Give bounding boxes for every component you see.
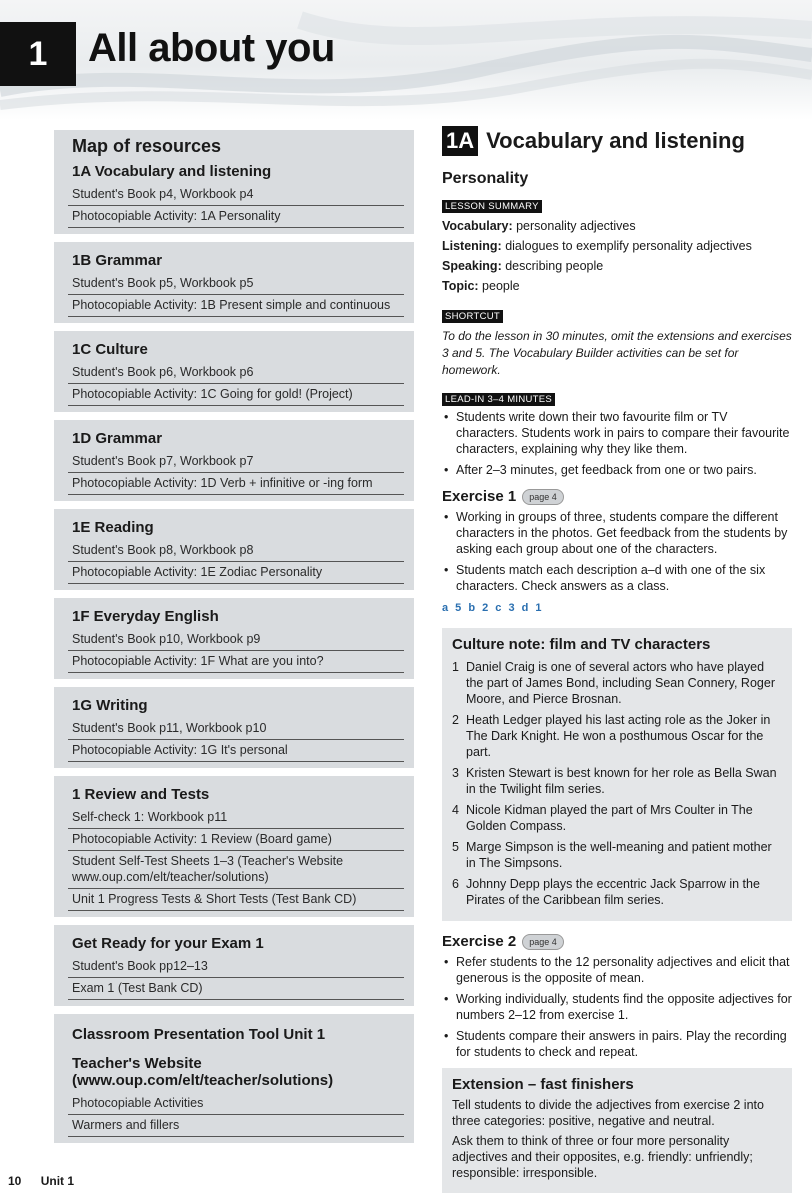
resource-box-1e [54, 509, 414, 590]
resource-line: Warmers and fillers [68, 1115, 404, 1137]
item-text: Kristen Stewart is best known for her role as Bella Swan in the Twilight film series. [466, 766, 777, 796]
resource-title: 1C Culture [72, 341, 148, 358]
lesson-badge: 1A [442, 126, 478, 156]
resource-line: Student's Book p11, Workbook p10 [68, 718, 404, 740]
resource-title: 1D Grammar [72, 430, 163, 447]
lesson-subtitle: Personality [442, 170, 529, 187]
resource-line: Student's Book p7, Workbook p7 [68, 451, 404, 473]
exercise-2-list [442, 954, 792, 1060]
item-number: 1 [452, 660, 459, 674]
exercise-title: Exercise 1 [442, 488, 517, 505]
exercise-2-header [442, 933, 792, 950]
unit-title: All about you [88, 26, 335, 70]
item-text: Heath Ledger played his last acting role as the Joker in The Dark Knight. He won a posthumous Oscar for the part. [466, 713, 771, 759]
resource-box-1c [54, 331, 414, 412]
resource-line: Photocopiable Activity: 1D Verb + infinitive or -ing form [68, 473, 404, 495]
summary-text: dialogues to exemplify personality adjectives [501, 239, 752, 253]
exercise-title: Exercise 2 [442, 933, 517, 950]
resource-line: Student Self-Test Sheets 1–3 (Teacher's Website www.oup.com/elt/teacher/solutions) [68, 851, 404, 889]
unit-label: Unit 1 [40, 1174, 75, 1188]
list-item [452, 712, 784, 760]
list-item: • Working individually, students find the opposite adjectives for numbers 2–12 from exercise 1. [442, 991, 792, 1023]
item-number: 6 [452, 877, 459, 891]
summary-line [442, 276, 792, 296]
lesson-column [442, 122, 792, 1193]
item-text: Nicole Kidman played the part of Mrs Coulter in The Golden Compass. [466, 803, 753, 833]
culture-list [452, 659, 784, 908]
summary-text: people [478, 279, 520, 293]
resource-line: Photocopiable Activity: 1A Personality [68, 206, 404, 228]
map-of-resources [54, 130, 414, 1151]
resource-line: Student's Book pp12–13 [68, 956, 404, 978]
summary-label: Topic: [442, 279, 479, 293]
exercise-1-list [442, 509, 792, 594]
list-item [452, 876, 784, 908]
item-text: Marge Simpson is the well-meaning and patient mother in The Simpsons. [466, 840, 772, 870]
unit-number: 1 [0, 22, 76, 86]
list-item: • Working in groups of three, students compare the different characters in the photos. Get feedback from the students by asking each group about one of the characters. [442, 509, 792, 557]
summary-line [442, 256, 792, 276]
resource-line: Photocopiable Activity: 1F What are you into? [68, 651, 404, 673]
lesson-summary-tag: LESSON SUMMARY [442, 200, 542, 213]
map-heading: Map of resources [72, 136, 222, 156]
item-number: 3 [452, 766, 459, 780]
resource-box-extra [54, 1014, 414, 1143]
list-item [452, 765, 784, 797]
list-item: • Students match each description a–d with one of the six characters. Check answers as a class. [442, 562, 792, 594]
resource-line: Photocopiable Activities [68, 1093, 404, 1115]
list-item: • After 2–3 minutes, get feedback from one or two pairs. [442, 462, 792, 478]
resource-line: Photocopiable Activity: 1G It's personal [68, 740, 404, 762]
exercise-1-answers: a 5 b 2 c 3 d 1 [442, 602, 544, 614]
item-number: 5 [452, 840, 459, 854]
list-item: • Refer students to the 12 personality adjectives and elicit that generous is the opposite of mean. [442, 954, 792, 986]
lesson-title [442, 126, 792, 156]
resource-title: 1B Grammar [72, 252, 163, 269]
extension-title: Extension – fast finishers [452, 1076, 634, 1093]
page-number: 10 [8, 1174, 22, 1188]
extension-paragraph: Tell students to divide the adjectives from exercise 2 into three categories: positive, negative and neutral. [452, 1098, 764, 1128]
resource-title: 1A Vocabulary and listening [72, 163, 272, 180]
resource-line: Photocopiable Activity: 1C Going for gold! (Project) [68, 384, 404, 406]
extension-box [442, 1068, 792, 1193]
list-item: • Students compare their answers in pairs. Play the recording for students to check and repeat. [442, 1028, 792, 1060]
shortcut-text: To do the lesson in 30 minutes, omit the extensions and exercises 3 and 5. The Vocabulary Builder activities can be set for homework. [442, 329, 792, 377]
resource-title: 1E Reading [72, 519, 154, 536]
summary-label: Vocabulary: [442, 219, 513, 233]
resource-title: Classroom Presentation Tool Unit 1 [72, 1026, 326, 1043]
summary-text: personality adjectives [512, 219, 636, 233]
list-item [452, 802, 784, 834]
resource-box-review [54, 776, 414, 917]
item-text: Daniel Craig is one of several actors who have played the part of James Bond, including Sean Connery, Roger Moore, and Pierce Brosnan. [466, 660, 775, 706]
resource-line: Student's Book p8, Workbook p8 [68, 540, 404, 562]
item-text: Johnny Depp plays the eccentric Jack Sparrow in the Pirates of the Caribbean film series. [466, 877, 760, 907]
resource-line: Unit 1 Progress Tests & Short Tests (Test Bank CD) [68, 889, 404, 911]
resource-line: Student's Book p10, Workbook p9 [68, 629, 404, 651]
resource-line: Photocopiable Activity: 1 Review (Board game) [68, 829, 404, 851]
list-item [452, 659, 784, 707]
resource-box-1g [54, 687, 414, 768]
resource-title: Teacher's Website (www.oup.com/elt/teacher/solutions) [72, 1055, 334, 1089]
summary-line [442, 236, 792, 256]
list-item: • Students write down their two favourite film or TV characters. Students work in pairs to compare their favourite characters, explaining why they like them. [442, 409, 792, 457]
leadin-tag: LEAD-IN 3–4 MINUTES [442, 393, 555, 406]
resource-box-1d [54, 420, 414, 501]
culture-title: Culture note: film and TV characters [452, 636, 711, 653]
resource-title: Get Ready for your Exam 1 [72, 935, 264, 952]
resource-line: Self-check 1: Workbook p11 [68, 807, 404, 829]
exercise-1-header [442, 488, 792, 505]
item-number: 2 [452, 713, 459, 727]
summary-text: describing people [501, 259, 604, 273]
resource-box-exam [54, 925, 414, 1006]
summary-label: Listening: [442, 239, 502, 253]
summary-line [442, 216, 792, 236]
resource-line: Photocopiable Activity: 1E Zodiac Personality [68, 562, 404, 584]
resource-box-1a [54, 130, 414, 234]
resource-line: Student's Book p5, Workbook p5 [68, 273, 404, 295]
page-footer [8, 1174, 90, 1188]
resource-line: Student's Book p6, Workbook p6 [68, 362, 404, 384]
resource-title: 1 Review and Tests [72, 786, 210, 803]
list-item [452, 839, 784, 871]
culture-note [442, 628, 792, 921]
summary-label: Speaking: [442, 259, 502, 273]
leadin-list [442, 409, 792, 478]
resource-line: Exam 1 (Test Bank CD) [68, 978, 404, 1000]
resource-line: Student's Book p4, Workbook p4 [68, 184, 404, 206]
resource-box-1b [54, 242, 414, 323]
shortcut-tag: SHORTCUT [442, 310, 503, 323]
page-pill: page 4 [522, 934, 564, 950]
item-number: 4 [452, 803, 459, 817]
resource-title: 1G Writing [72, 697, 148, 714]
resource-line: Photocopiable Activity: 1B Present simple and continuous [68, 295, 404, 317]
extension-paragraph: Ask them to think of three or four more personality adjectives and their opposites, e.g. friendly: unfriendly; responsible: irresponsible. [452, 1134, 753, 1180]
resource-box-1f [54, 598, 414, 679]
page-pill: page 4 [522, 489, 564, 505]
resource-title: 1F Everyday English [72, 608, 219, 625]
lesson-title-text: Vocabulary and listening [486, 128, 745, 153]
